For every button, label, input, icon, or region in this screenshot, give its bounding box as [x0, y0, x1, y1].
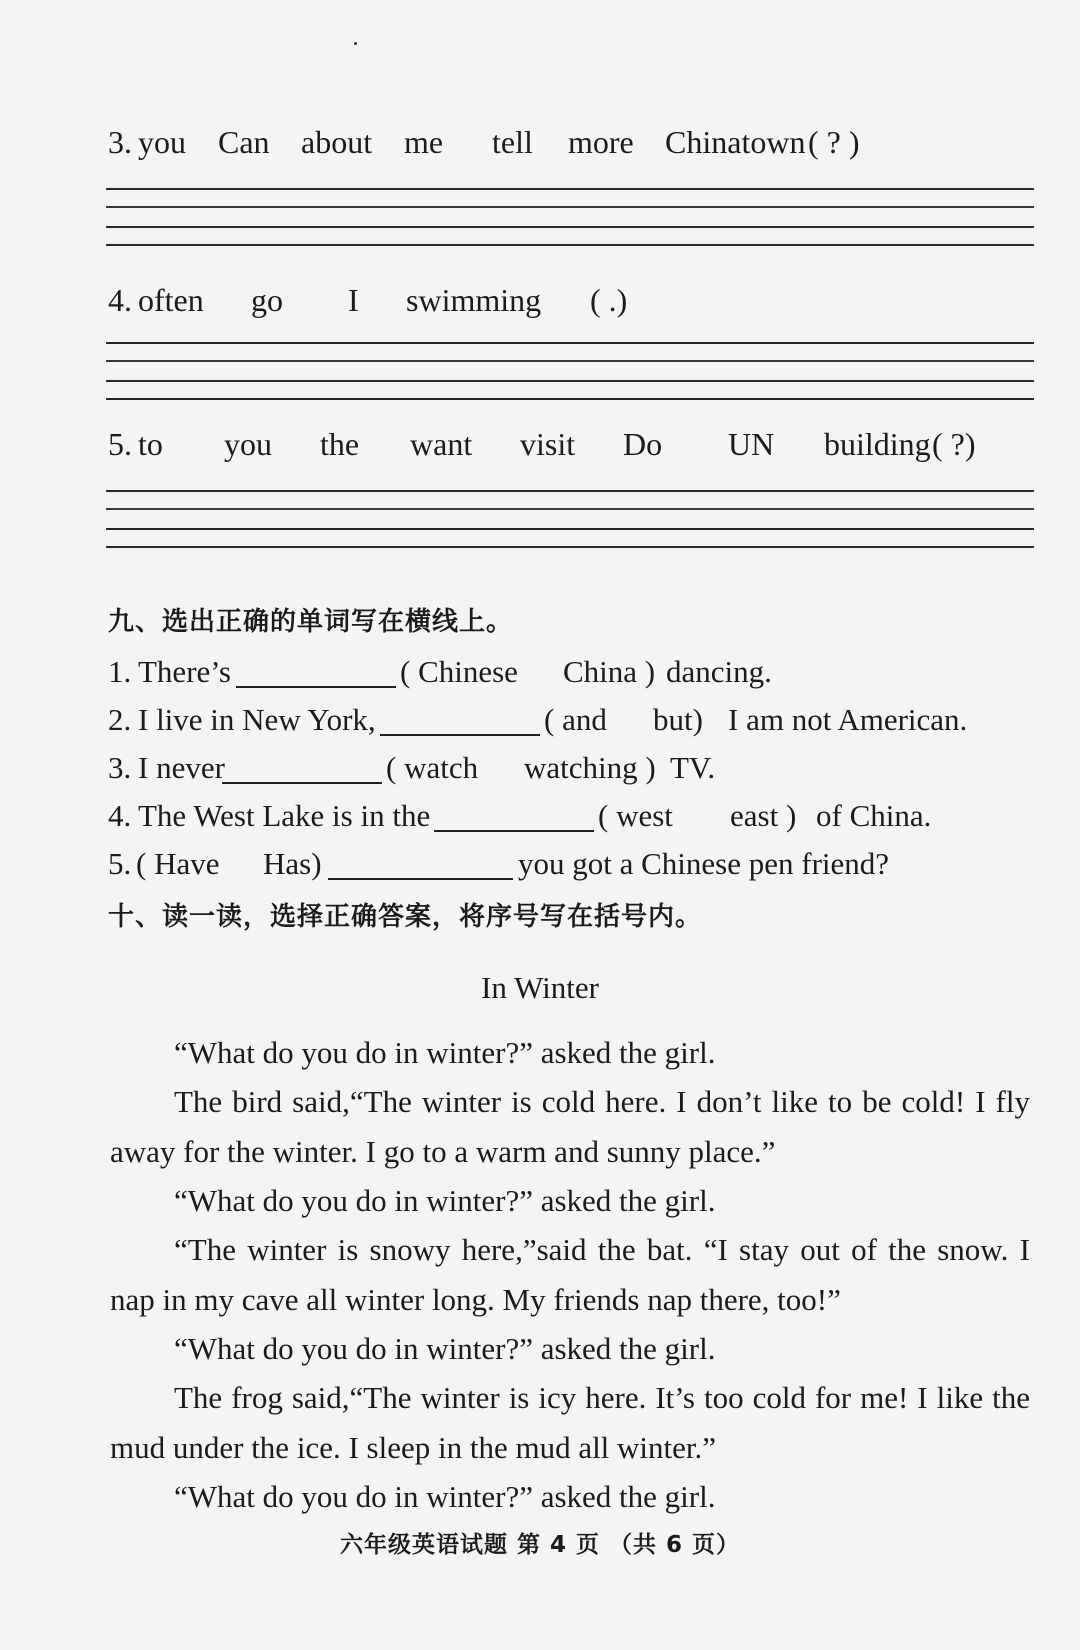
story-title: In Winter — [481, 970, 599, 1005]
word: visit — [520, 426, 576, 462]
writing-line — [106, 380, 1034, 382]
word: building — [824, 426, 931, 462]
word: Can — [218, 124, 270, 160]
word: to — [138, 426, 163, 462]
writing-line — [106, 546, 1034, 548]
word: UN — [728, 426, 775, 462]
word: you — [138, 124, 186, 160]
sentence-end: TV. — [670, 750, 716, 785]
word: go — [251, 282, 283, 318]
story-paragraph — [110, 1324, 1030, 1374]
paragraph-text: The frog said,“The winter is icy here. It’s too cold for me! I like the mud under the ice. I sleep in the mud all winter.” — [110, 1380, 1030, 1465]
answer-blank[interactable] — [236, 686, 396, 688]
sentence-end: I am not American. — [728, 702, 968, 737]
option-a: ( west — [598, 798, 673, 833]
writing-line — [106, 508, 1034, 510]
option-a: ( watch — [386, 750, 479, 785]
paragraph-text: “The winter is snowy here,”said the bat. “I stay out of the snow. I nap in my cave all winter long. My friends nap there, too!” — [110, 1232, 1030, 1317]
story-paragraph — [110, 1472, 1030, 1522]
writing-line — [106, 226, 1034, 228]
sentence-start: I live in New York, — [138, 702, 376, 737]
option-b: but) — [653, 702, 703, 737]
sentence-start: The West Lake is in the — [138, 798, 431, 833]
story-paragraph — [110, 1373, 1030, 1472]
word: Chinatown — [665, 124, 806, 160]
sentence-end: dancing. — [666, 654, 772, 689]
option-a: ( and — [544, 702, 607, 737]
option-b: Has) — [263, 846, 322, 881]
item-number: 4. — [108, 798, 132, 833]
story-paragraph — [110, 1077, 1030, 1176]
story-paragraph — [110, 1028, 1030, 1078]
word: tell — [492, 124, 533, 160]
writing-line — [106, 398, 1034, 400]
option-a: ( Chinese — [400, 654, 518, 689]
paragraph-text: “What do you do in winter?” asked the girl. — [174, 1331, 716, 1366]
word: want — [410, 426, 473, 462]
punctuation: ( ? ) — [808, 124, 860, 160]
writing-line — [106, 360, 1034, 362]
section-9-title: 九、选出正确的单词写在横线上。 — [108, 607, 514, 637]
word: the — [320, 426, 360, 462]
sentence-end: of China. — [816, 798, 932, 833]
story-paragraph — [110, 1225, 1030, 1324]
option-a: ( Have — [136, 846, 220, 881]
ordering-item-4 — [108, 280, 1008, 320]
section-10-title: 十、读一读，选择正确答案，将序号写在括号内。 — [108, 902, 703, 932]
word: swimming — [406, 282, 542, 318]
answer-blank[interactable] — [328, 878, 513, 880]
item-number: 3. — [108, 124, 132, 160]
word: Do — [623, 426, 663, 462]
page-footer: 六年级英语试题 第 4 页 （共 6 页） — [339, 1532, 741, 1558]
item-number: 5. — [108, 426, 132, 462]
writing-line — [106, 490, 1034, 492]
fill-item-5 — [108, 844, 1008, 884]
paragraph-text: The bird said,“The winter is cold here. I don’t like to be cold! I fly away for the winter. I go to a warm and sunny place.” — [110, 1084, 1030, 1169]
paragraph-text: “What do you do in winter?” asked the girl. — [174, 1183, 716, 1218]
scan-speck — [354, 42, 357, 45]
item-number: 1. — [108, 654, 132, 689]
option-b: east ) — [730, 798, 797, 833]
fill-item-4 — [108, 796, 1008, 836]
word: often — [138, 282, 204, 318]
writing-line — [106, 244, 1034, 246]
answer-blank[interactable] — [434, 830, 594, 832]
sentence-start: There’s — [138, 654, 231, 689]
item-number: 2. — [108, 702, 132, 737]
word: more — [568, 124, 634, 160]
item-number: 4. — [108, 282, 132, 318]
option-b: China ) — [563, 654, 656, 689]
writing-line — [106, 206, 1034, 208]
writing-line — [106, 188, 1034, 190]
answer-blank[interactable] — [380, 734, 540, 736]
sentence-end: you got a Chinese pen friend? — [518, 846, 890, 881]
writing-line — [106, 342, 1034, 344]
paragraph-text: “What do you do in winter?” asked the girl. — [174, 1479, 716, 1514]
punctuation: ( .) — [590, 282, 628, 318]
word: about — [301, 124, 373, 160]
punctuation: ( ?) — [932, 426, 976, 462]
word: I — [348, 282, 359, 318]
item-number: 5. — [108, 846, 132, 881]
paragraph-text: “What do you do in winter?” asked the girl. — [174, 1035, 716, 1070]
option-b: watching ) — [524, 750, 656, 785]
fill-item-1 — [108, 652, 1008, 692]
ordering-item-5 — [108, 424, 1008, 464]
word: me — [404, 124, 444, 160]
item-number: 3. — [108, 750, 132, 785]
fill-item-3 — [108, 748, 1008, 788]
fill-item-2 — [108, 700, 1008, 740]
ordering-item-3 — [108, 122, 1008, 162]
answer-blank[interactable] — [222, 782, 382, 784]
sentence-start: I never — [138, 750, 225, 785]
word: you — [224, 426, 272, 462]
story-paragraph — [110, 1176, 1030, 1226]
writing-line — [106, 528, 1034, 530]
